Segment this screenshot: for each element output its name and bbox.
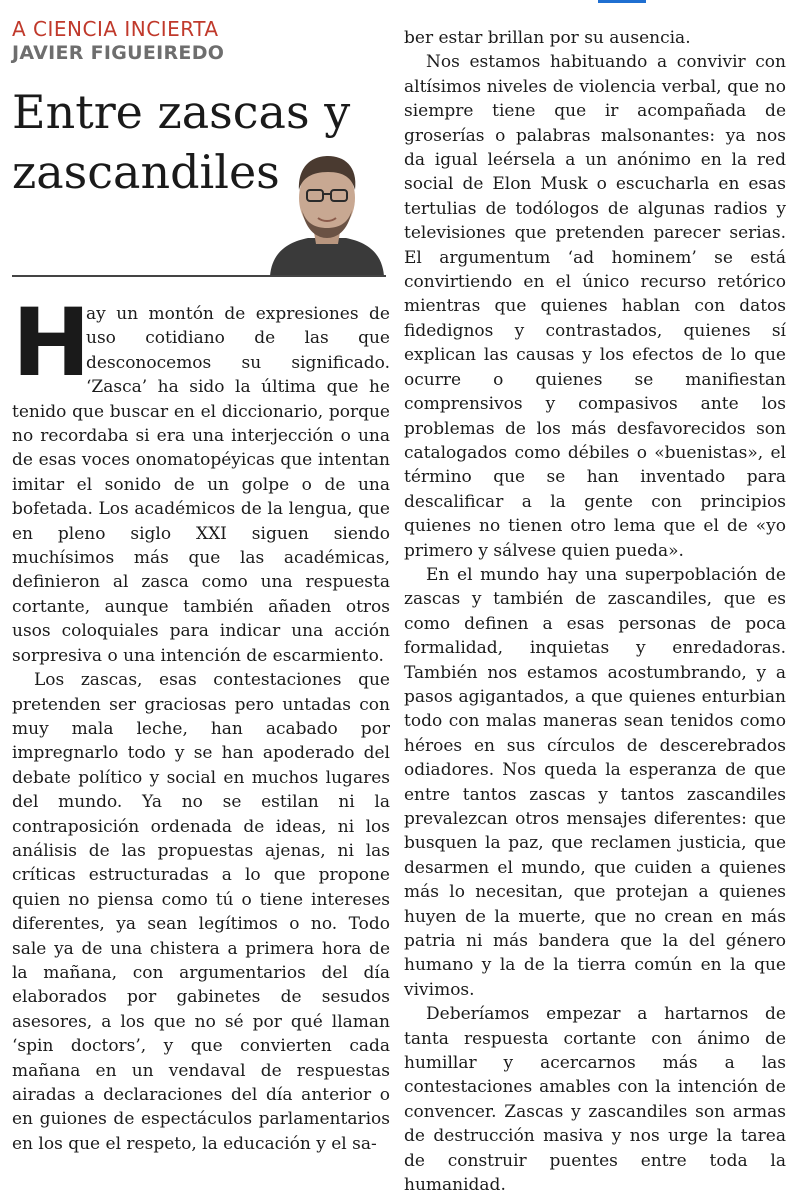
article-paragraph: ber estar brillan por su ausencia. — [404, 28, 691, 48]
author-name: JAVIER FIGUEIREDO — [12, 42, 225, 64]
article-paragraph: Deberíamos empezar a hartarnos de tanta respuesta cortante con ánimo de humillar y acercarnos más a las contestaciones amables con la intención de convencer. Zascas y zascandiles son armas de destrucción masiva y nos urge la tarea de construir puentes entre toda la humanidad. — [404, 1004, 786, 1196]
drop-cap: H — [12, 289, 91, 398]
section-label: A CIENCIA INCIERTA — [12, 17, 219, 41]
author-portrait-icon — [268, 140, 386, 276]
article-paragraph: En el mundo hay una superpoblación de zascas y también de zascandiles, que es como definen a esas personas de poca formalidad, inquietas y enredadoras. También nos estamos acostumbrando, y a pasos agigantados, a que quienes enturbian todo con malas maneras sean tenidos como héroes en sus círculos de descerebrados odiadores. Nos queda la esperanza de que entre tantos zascas y tantos zascandiles prevalezcan otros mensajes diferentes: que busquen la paz, que reclamen justicia, que desarmen el mundo, que cuiden a quienes más lo necesitan, que protejan a quienes huyen de la muerte, que no crean en más patria ni más bandera que la del género humano y la de la tierra común en la que vivimos. — [404, 564, 786, 1000]
article-column-right — [404, 26, 786, 1198]
article-paragraph: H ay un montón de expresiones de uso cotidiano de las que desconocemos su significado. ‘Zasca’ ha sido la última que he tenido que buscar en el diccionario, porque no recordaba si era una interjección o una de esas voces onomatopéyicas que intentan imitar el sonido de un golpe o de una bofetada. Los académicos de la lengua, que en pleno siglo XXI siguen siendo muchísimos más que las académicas, definieron al zasca como una respuesta cortante, aunque también añaden otros usos coloquiales para indicar una acción sorpresiva o una intención de escarmiento. — [12, 289, 390, 666]
article-headline: Entre zascas y zascandiles — [12, 85, 351, 199]
article-paragraph: Nos estamos habituando a convivir con altísimos niveles de violencia verbal, que no siempre tiene que ir acompañada de groserías o palabras malsonantes: ya nos da igual leérsela a un anónimo en la red social de Elon Musk o escucharla en esas tertulias de todólogos de algunas radios y televisiones que pretenden parecer serias. El argumentum ‘ad hominem’ se está convirtiendo en el único recurso retórico mientras que quienes hablan con datos fidedignos y contrastados, quienes sí explican las causas y los efectos de lo que ocurre o quienes se manifiestan comprensivos y compasivos ante los problemas de los más desfavorecidos son catalogados como débiles o «buenistas», el término que se han inventado para descalificar a la gente con principios quienes no tienen otro lema que el de «yo primero y sálvese quien pueda». — [404, 52, 786, 561]
article-column-left — [12, 289, 390, 1156]
top-accent-bar — [598, 0, 646, 3]
header-divider — [12, 275, 386, 277]
article-paragraph: Los zascas, esas contestaciones que pretenden ser graciosas pero untadas con muy mala leche, han acabado por impregnarlo todo y se han apoderado del debate político y social en muchos lugares del mundo. Ya no se estilan ni la contraposición ordenada de ideas, ni los análisis de las propuestas ajenas, ni las críticas estructuradas a lo que propone quien no piensa como tú o tiene intereses diferentes, ya sean legítimos o no. Todo sale ya de una chistera a primera hora de la mañana, con argumentarios del día elaborados por gabinetes de sesudos asesores, a los que no sé por qué llaman ‘spin doctors’, y que convierten cada mañana en un vendaval de respuestas airadas a declaraciones del día anterior o en guiones de espectáculos parlamentarios en los que el respeto, la educación y el sa- — [12, 670, 390, 1154]
